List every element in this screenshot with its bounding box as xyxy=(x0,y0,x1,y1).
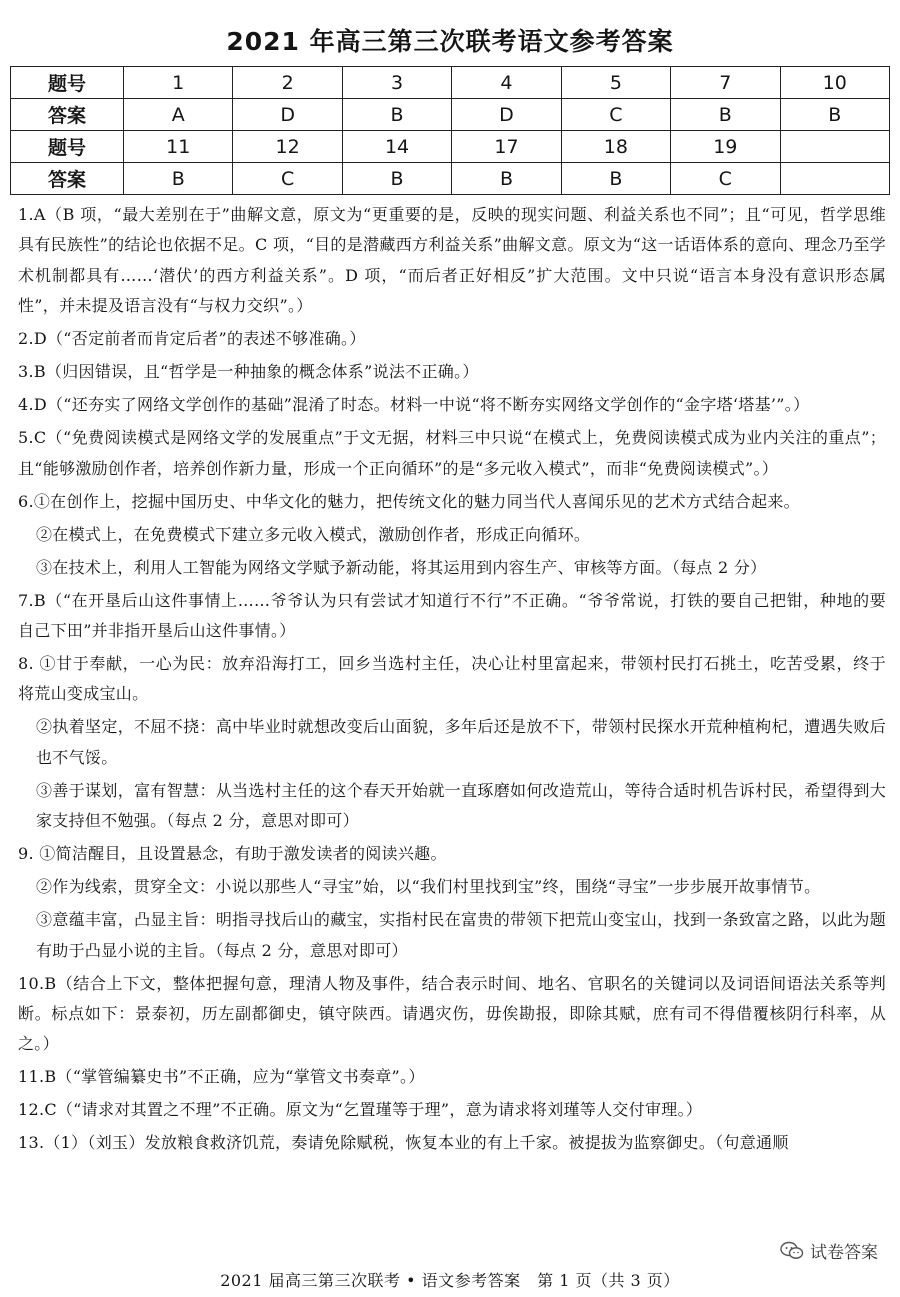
answer-point: ③在技术上，利用人工智能为网络文学赋予新动能，将其运用到内容生产、审核等方面。（每点 2 分） xyxy=(36,557,767,577)
table-row xyxy=(11,163,890,195)
table-cell: B xyxy=(561,163,670,195)
row-header: 答案 xyxy=(11,99,124,131)
page-footer: 2021 届高三第三次联考 • 语文参考答案 第 1 页（共 3 页） xyxy=(220,1271,680,1290)
answer-point: ②作为线索，贯穿全文：小说以那些人“寻宝”始，以“我们村里找到宝”终，围绕“寻宝”一步步展开故事情节。 xyxy=(36,877,821,897)
answer-paragraph: 10.B（结合上下文，整体把握句意，理清人物及事件，结合表示时间、地名、官职名的关键词以及词语间语法关系等判断。标点如下：景泰初，历左副都御史，镇守陕西。请遇灾伤，毋俟勘报，即除其赋，庶有司不得借覆核阴行科率，从之。） xyxy=(18,973,886,1054)
answer-point: ②执着坚定，不屈不挠：高中毕业时就想改变后山面貌，多年后还是放不下，带领村民探水开荒种植枸杞，遭遇失败后也不气馁。 xyxy=(36,717,886,767)
answer-paragraph: 7.B（“在开垦后山这件事情上……爷爷认为只有尝试才知道行不行”不正确。“爷爷常说，打铁的要自己把钳，种地的要自己下田”并非指开垦后山这件事情。） xyxy=(18,590,886,641)
row-header: 题号 xyxy=(11,67,124,99)
answer-paragraph: 13.（1）（刘玉）发放粮食救济饥荒，奏请免除赋税，恢复本业的有上千家。被提拔为监察御史。（句意通顺 xyxy=(18,1133,789,1153)
table-cell: B xyxy=(452,163,561,195)
table-cell: C xyxy=(671,163,780,195)
answer-key-table xyxy=(10,66,890,195)
table-cell: B xyxy=(342,163,451,195)
table-cell: 10 xyxy=(780,67,889,99)
answer-paragraph: 8. ①甘于奉献，一心为民：放弃沿海打工，回乡当选村主任，决心让村里富起来，带领村民打石挑土，吃苦受累，终于将荒山变成宝山。 xyxy=(18,654,886,704)
watermark xyxy=(780,1238,878,1263)
answer-explanations xyxy=(18,200,886,1161)
table-cell: 7 xyxy=(671,67,780,99)
answer-paragraph: 2.D（“否定前者而肯定后者”的表述不够准确。） xyxy=(18,329,366,349)
table-cell: 17 xyxy=(452,131,561,163)
row-header: 答案 xyxy=(11,163,124,195)
table-cell: 19 xyxy=(671,131,780,163)
table-cell: D xyxy=(233,99,342,131)
table-cell: B xyxy=(671,99,780,131)
answer-paragraph: 11.B（“掌管编纂史书”不正确，应为“掌管文书奏章”。） xyxy=(18,1067,425,1087)
table-cell: C xyxy=(233,163,342,195)
answer-paragraph: 5.C（“免费阅读模式是网络文学的发展重点”于文无据，材料三中只说“在模式上，免费阅读模式成为业内关注的重点”；且“能够激励创作者，培养创作新力量，形成一个正向循环”的是“多元收入模式”，而非“免费阅读模式”。） xyxy=(18,428,886,478)
table-row xyxy=(11,99,890,131)
wechat-icon xyxy=(780,1241,804,1261)
table-cell: 12 xyxy=(233,131,342,163)
table-cell: 4 xyxy=(452,67,561,99)
answer-paragraph: 12.C（“请求对其置之不理”不正确。原文为“乞置瑾等于理”，意为请求将刘瑾等人交付审理。） xyxy=(18,1100,703,1120)
table-cell: B xyxy=(124,163,233,195)
answer-paragraph: 9. ①简洁醒目，且设置悬念，有助于激发读者的阅读兴趣。 xyxy=(18,844,447,864)
table-cell: B xyxy=(342,99,451,131)
table-cell: 18 xyxy=(561,131,670,163)
table-cell: 3 xyxy=(342,67,451,99)
table-cell: 2 xyxy=(233,67,342,99)
table-cell: 14 xyxy=(342,131,451,163)
table-cell xyxy=(780,163,889,195)
table-cell: A xyxy=(124,99,233,131)
answer-point: ③善于谋划，富有智慧：从当选村主任的这个春天开始就一直琢磨如何改造荒山，等待合适时机告诉村民，希望得到大家支持但不勉强。（每点 2 分，意思对即可） xyxy=(36,780,886,831)
watermark-label: 试卷答案 xyxy=(810,1243,878,1263)
table-cell: C xyxy=(561,99,670,131)
table-row xyxy=(11,131,890,163)
row-header: 题号 xyxy=(11,131,124,163)
table-cell xyxy=(780,131,889,163)
table-cell: 1 xyxy=(124,67,233,99)
answer-paragraph: 4.D（“还夯实了网络文学创作的基础”混淆了时态。材料一中说“将不断夯实网络文学创作的“金字塔‘塔基’”。） xyxy=(18,395,810,415)
answer-paragraph: 3.B（归因错误，且“哲学是一种抽象的概念体系”说法不正确。） xyxy=(18,362,479,382)
table-cell: 11 xyxy=(124,131,233,163)
answer-paragraph: 6.①在创作上，挖掘中国历史、中华文化的魅力，把传统文化的魅力同当代人喜闻乐见的艺术方式结合起来。 xyxy=(18,491,800,511)
table-cell: B xyxy=(780,99,889,131)
answer-point: ③意蕴丰富，凸显主旨：明指寻找后山的藏宝，实指村民在富贵的带领下把荒山变宝山，找到一条致富之路，以此为题有助于凸显小说的主旨。（每点 2 分，意思对即可） xyxy=(36,910,886,960)
page-title: 2021 年高三第三次联考语文参考答案 xyxy=(226,27,674,56)
table-cell: 5 xyxy=(561,67,670,99)
table-cell: D xyxy=(452,99,561,131)
answer-point: ②在模式上，在免费模式下建立多元收入模式，激励创作者，形成正向循环。 xyxy=(36,524,591,544)
table-row xyxy=(11,67,890,99)
answer-paragraph: 1.A（B 项，“最大差别在于”曲解文意，原文为“更重要的是，反映的现实问题、利益关系也不同”；且“可见，哲学思维具有民族性”的结论也依据不足。C 项，“目的是潜藏西方利益关系”曲解文意。原文为“这一话语体系的意向、理念乃至学术机制都具有……‘潜伏’的西方利益关系”。D 项，“而后者正好相反”扩大范围。文中只说“语言本身没有意识形态属性”，并未提及语言没有“与权力交织”。） xyxy=(18,205,886,316)
